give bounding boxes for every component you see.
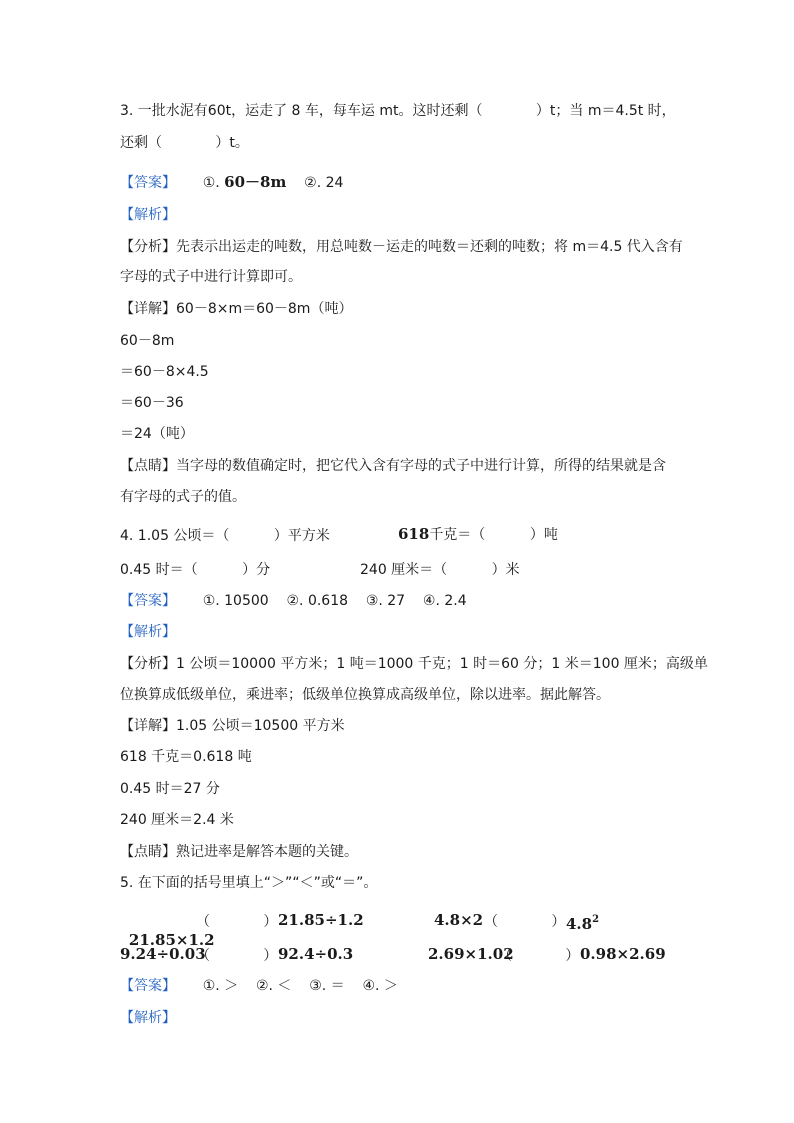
answer-1-prefix: ①.	[202, 175, 220, 191]
q3-xiangjie	[120, 299, 352, 319]
q5-paren-4: （ ）	[498, 948, 580, 964]
q4-answer	[120, 591, 467, 611]
q5-paren-2: （ ）	[484, 914, 566, 930]
q3-dianjing-line-1	[120, 456, 666, 476]
q5-stem: 5. 在下面的括号里填上“＞”“＜”或“＝”。	[120, 875, 378, 891]
dianjing-text: 熟记进率是解答本题的关键。	[176, 844, 358, 860]
q4-stem-line-1b	[398, 524, 558, 545]
xiangjie-tag: 【详解】	[120, 718, 176, 734]
dianjing-tag: 【点睛】	[120, 844, 176, 860]
dianjing-tag: 【点睛】	[120, 458, 176, 474]
q5-paren-1: （ ）	[196, 914, 278, 930]
q3-fenxi-line-2: 字母的式子中进行计算即可。	[120, 269, 302, 285]
q5-expr-1d-base: 4.8	[566, 915, 593, 933]
fenxi-text: 先表示出运走的吨数，用总吨数－运走的吨数＝还剩的吨数；将 m＝4.5 代入含有	[176, 239, 683, 255]
xiangjie-text: 1.05 公顷＝10500 平方米	[176, 718, 345, 734]
q3-stem-line-1: 3. 一批水泥有60t，运走了 8 车，每车运 mt。这时还剩（ ）t；当 m＝4.5t 时，	[120, 103, 676, 119]
answer-text: ①. 10500 ②. 0.618 ③. 27 ④. 2.4	[202, 593, 467, 609]
q4-step-3: 240 厘米＝2.4 米	[120, 812, 234, 828]
q4-fenxi-line-1	[120, 654, 708, 674]
q3-fenxi-line-1	[120, 237, 683, 257]
q5-paren-3: （ ）	[196, 948, 278, 964]
q4-line-1b-text: 千克＝（ ）吨	[429, 527, 558, 543]
answer-tag: 【答案】	[120, 978, 176, 994]
q4-xiangjie	[120, 716, 345, 736]
q4-dianjing	[120, 842, 358, 862]
q3-step-3: ＝60－36	[120, 395, 184, 411]
q3-dianjing-line-2: 有字母的式子的值。	[120, 489, 246, 505]
answer-1-expression: 60－8m	[224, 173, 287, 191]
q5-expr-1d	[566, 910, 599, 934]
q4-stem-line-2b: 240 厘米＝（ ）米	[360, 562, 520, 578]
q4-stem-line-2a: 0.45 时＝（ ）分	[120, 562, 271, 578]
q4-fenxi-line-2: 位换算成低级单位，乘进率；低级单位换算成高级单位，除以进率。据此解答。	[120, 687, 610, 703]
fenxi-text: 1 公顷＝10000 平方米；1 吨＝1000 千克；1 时＝60 分；1 米＝100 厘米；高级单	[176, 656, 708, 672]
fenxi-tag: 【分析】	[120, 656, 176, 672]
q5-expr-2c: 2.69×1.02	[428, 945, 514, 963]
q5-expr-1b: 21.85÷1.2	[278, 911, 364, 929]
answer-2: ②. 24	[304, 175, 344, 191]
q5-expr-1d-exponent: 2	[592, 914, 600, 925]
answer-tag: 【答案】	[120, 175, 176, 191]
xiangjie-text: 60－8×m＝60－8m（吨）	[176, 301, 353, 317]
q3-answer	[120, 172, 343, 193]
q3-step-2: ＝60－8×4.5	[120, 364, 209, 380]
q5-expr-2b: 92.4÷0.3	[278, 945, 354, 963]
q4-stem-line-1a: 4. 1.05 公顷＝（ ）平方米	[120, 528, 330, 544]
q4-analysis-tag: 【解析】	[120, 624, 176, 640]
q4-number-618: 618	[398, 525, 430, 543]
q4-step-2: 0.45 时＝27 分	[120, 781, 220, 797]
q3-step-1: 60－8m	[120, 333, 175, 349]
fenxi-tag: 【分析】	[120, 239, 176, 255]
q5-answer	[120, 976, 398, 996]
q5-analysis-tag: 【解析】	[120, 1010, 176, 1026]
q5-expr-1c: 4.8×2	[434, 911, 484, 929]
q5-expr-1a: 21.85×1.2	[128, 931, 215, 949]
q3-stem-line-2: 还剩（ ）t。	[120, 135, 249, 151]
q5-expr-2a: 9.24÷0.03	[120, 945, 206, 963]
answer-tag: 【答案】	[120, 593, 176, 609]
q3-step-4: ＝24（吨）	[120, 426, 194, 442]
q3-analysis-tag: 【解析】	[120, 207, 176, 223]
xiangjie-tag: 【详解】	[120, 301, 176, 317]
answer-text: ①. ＞ ②. ＜ ③. ＝ ④. ＞	[202, 978, 398, 994]
dianjing-text: 当字母的数值确定时，把它代入含有字母的式子中进行计算，所得的结果就是含	[176, 458, 666, 474]
q4-step-1: 618 千克＝0.618 吨	[120, 749, 252, 765]
q5-expr-2d: 0.98×2.69	[580, 945, 666, 963]
